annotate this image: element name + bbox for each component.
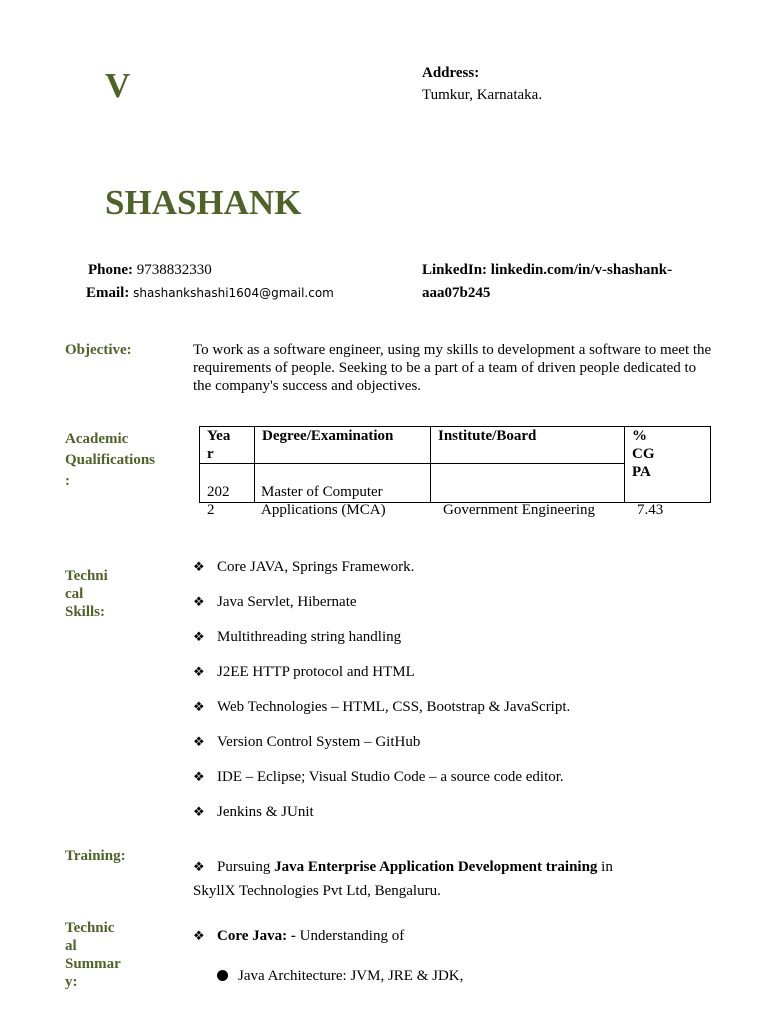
skill-text: Version Control System – GitHub [217,734,421,750]
filled-circle-icon [217,970,228,981]
year-line-1: 202 [207,484,230,500]
header-score-line-1: % [632,428,647,444]
address-label: Address: [422,65,480,81]
diamond-bullet-icon: ❖ [193,699,205,714]
summary-label-line-4: y: [65,974,78,990]
header-institute: Institute/Board [431,427,625,464]
skill-text: IDE – Eclipse; Visual Studio Code – a source code editor. [217,769,564,785]
skill-item [193,732,570,767]
address-value: Tumkur, Karnataka. [422,87,543,103]
objective-label: Objective: [65,342,132,358]
diamond-bullet-icon: ❖ [193,734,205,749]
email-value[interactable]: shashankshashi1604@gmail.com [129,286,334,300]
header-year-line-2: r [207,446,214,462]
diamond-bullet-icon: ❖ [193,594,205,609]
academic-label-line-2: Qualifications [65,452,156,468]
diamond-bullet-icon: ❖ [193,664,205,679]
objective-text: To work as a software engineer, using my skills to development a software to meet the requirements of people. Seeking to be a part of a team of driven people dedicated to the company's success and objectives. [193,342,712,394]
diamond-bullet-icon: ❖ [193,629,205,644]
summary-label-line-1: Technic [65,920,115,936]
skill-item [193,802,570,837]
training-prefix: Pursuing [217,859,275,875]
skill-item [193,557,570,592]
degree-line-2: Applications (MCA) [261,502,386,518]
summary-heading-rest: Understanding of [295,928,405,944]
table-row-institute: Government Engineering [443,502,596,518]
header-score [625,427,711,503]
training-course: Java Enterprise Application Development training [274,859,598,875]
phone-line [88,262,212,279]
header-year [200,427,255,464]
first-name: V [105,66,131,105]
degree-line-1: Master of Computer [261,484,383,500]
skill-text: Multithreading string handling [217,629,402,645]
diamond-bullet-icon: ❖ [193,769,205,784]
table-row-degree [261,483,386,519]
skill-item [193,592,570,627]
technical-summary-label [65,919,121,991]
skill-text: Core JAVA, Springs Framework. [217,559,415,575]
skill-item [193,627,570,662]
summary-label-line-3: Summar [65,956,121,972]
academic-label [65,429,155,492]
table-row-score: 7.43 [637,502,664,518]
year-line-2: 2 [207,502,215,518]
email-line [86,285,334,302]
email-label: Email: [86,285,130,301]
skill-item [193,662,570,697]
last-name: SHASHANK [105,183,302,222]
summary-heading [193,928,404,945]
table-row-year [207,483,230,519]
skill-item [193,767,570,802]
academic-table-header [200,427,711,464]
skills-label-line-2: cal [65,586,84,602]
diamond-bullet-icon: ❖ [193,928,205,943]
skill-text: Java Servlet, Hibernate [217,594,357,610]
training-suffix: in SkyllX Technologies Pvt Ltd, Bengaluru. [193,859,613,899]
header-score-line-3: PA [632,464,651,480]
header-degree: Degree/Examination [255,427,431,464]
summary-label-line-2: al [65,938,77,954]
diamond-bullet-icon: ❖ [193,859,205,874]
skill-text: Web Technologies – HTML, CSS, Bootstrap & JavaScript. [217,699,571,715]
diamond-bullet-icon: ❖ [193,804,205,819]
diamond-bullet-icon: ❖ [193,559,205,574]
training-text [193,855,613,903]
phone-label: Phone: [88,262,133,278]
technical-skills-label [65,567,108,621]
phone-value: 9738832330 [133,262,212,278]
linkedin-link[interactable]: LinkedIn: linkedin.com/in/v-shashank-aaa07b245 [422,262,673,301]
summary-sub-item [217,968,463,985]
academic-label-line-1: Academic [65,431,129,447]
skill-text: J2EE HTTP protocol and HTML [217,664,415,680]
skill-item [193,697,570,732]
training-label: Training: [65,848,126,864]
header-year-line-1: Yea [207,428,231,444]
header-score-line-2: CG [632,446,655,462]
summary-heading-bold: Core Java: - [217,928,296,944]
skills-list [193,557,570,837]
skill-text: Jenkins & JUnit [217,804,314,820]
skills-label-line-1: Techni [65,568,108,584]
cell-institute-box [431,464,625,503]
academic-label-line-3: : [65,473,70,489]
summary-sub-text: Java Architecture: JVM, JRE & JDK, [238,968,464,984]
skills-label-line-3: Skills: [65,604,106,620]
